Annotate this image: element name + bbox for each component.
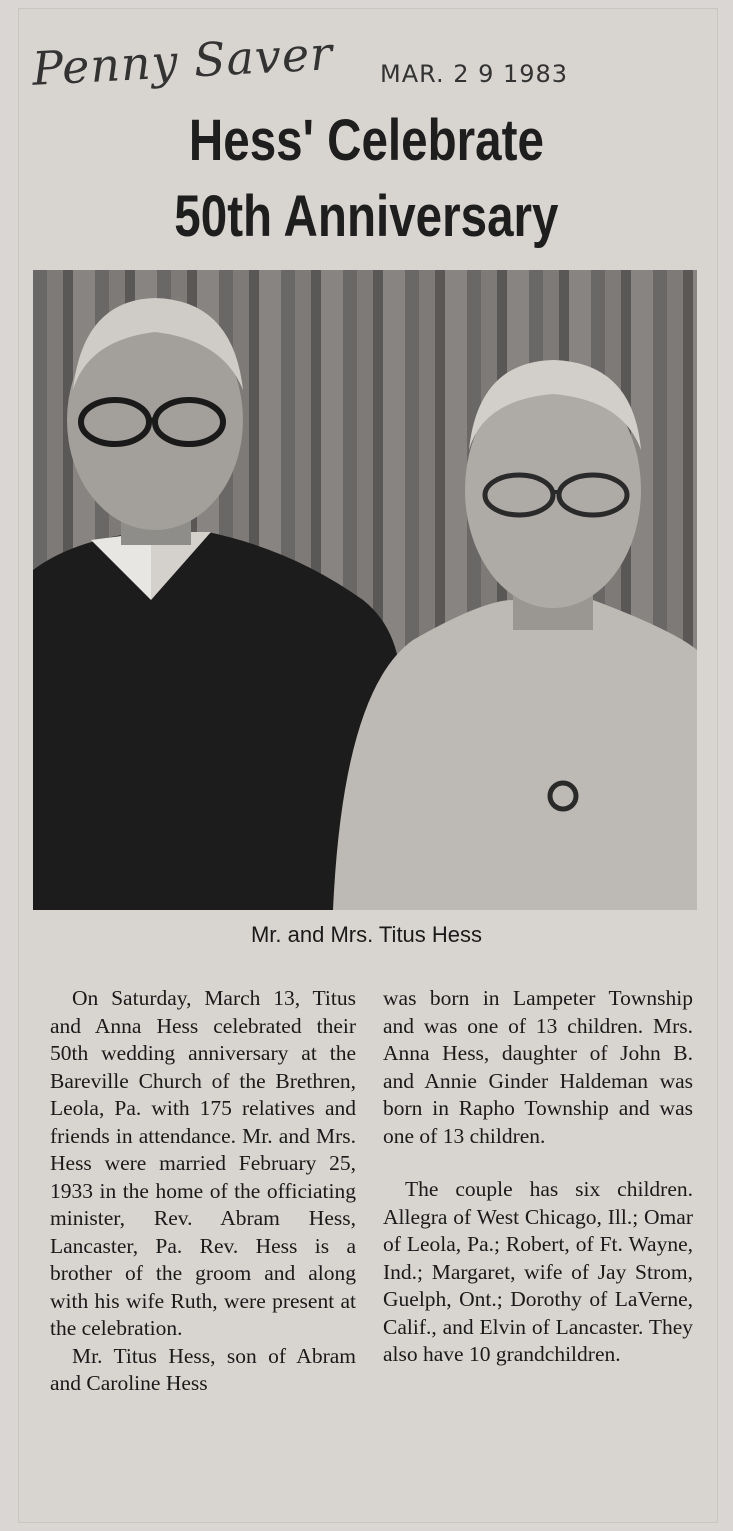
article-paragraph: On Saturday, March 13, Titus and Anna Hess celebrated their 50th wedding anniversary at the Bareville Church of the Brethren, Leola, Pa. with 175 relatives and friends in attendance. Mr. and Mrs. Hess were married February 25, 1933 in the home of the officiating minister, Rev. Abram Hess, Lancaster, Pa. Rev. Hess is a brother of the groom and along with his wife Ruth, were present at the celebration.: [50, 986, 356, 1340]
photo-caption: Mr. and Mrs. Titus Hess: [250, 922, 483, 947]
headline-line-2: 50th Anniversary: [174, 184, 559, 249]
headline-line-1: Hess' Celebrate: [188, 108, 544, 173]
handwritten-source-note: Penny Saver: [30, 26, 335, 96]
date-stamp: MAR. 2 9 1983: [380, 60, 569, 88]
article-paragraph: Mr. Titus Hess, son of Abram and Caroline Hess: [50, 1343, 356, 1395]
article-paragraph: was born in Lampeter Township and was one of 13 children. Mrs. Anna Hess, daughter of John B. and Annie Ginder Haldeman was born in Rapho Township and was one of 13 children.: [383, 986, 693, 1148]
couple-photo-illustration: [33, 270, 697, 910]
article-paragraph: The couple has six children. Allegra of West Chicago, Ill.; Omar of Leola, Pa.; Robert, of Ft. Wayne, Ind.; Margaret, wife of Jay Strom, Guelph, Ont.; Dorothy of LaVerne, Calif., and Elvin of Lancaster. They also have 10 grandchildren.: [383, 1177, 693, 1366]
couple-photo: [33, 270, 697, 910]
article-column-left: [50, 985, 356, 1398]
article-column-right: [383, 985, 693, 1369]
